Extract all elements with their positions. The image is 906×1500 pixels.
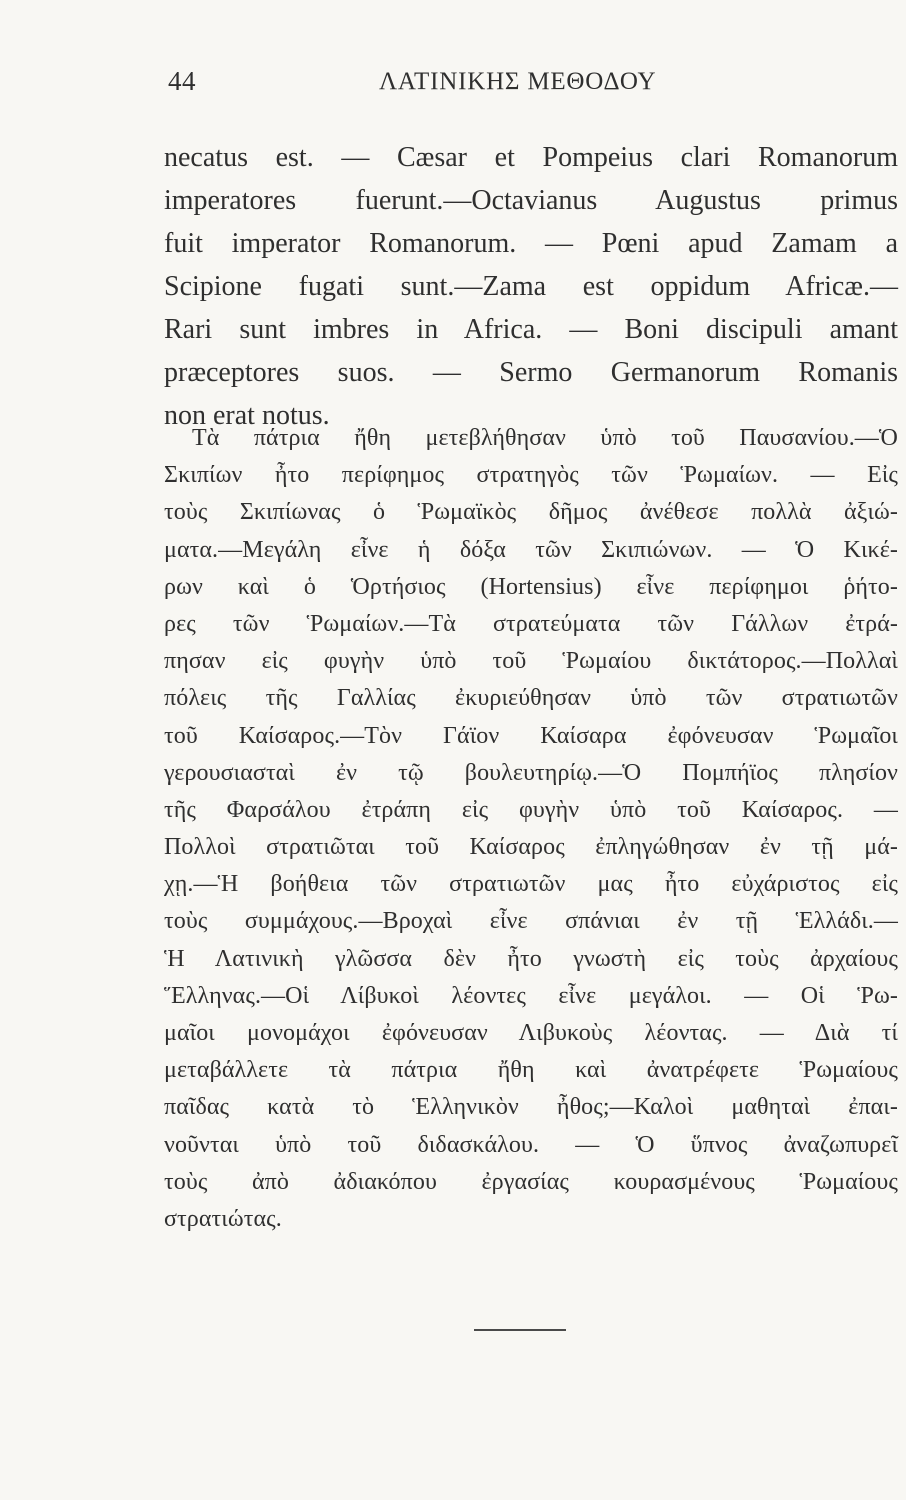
section-divider — [474, 1329, 566, 1331]
latin-line: non erat notus. — [164, 400, 330, 431]
greek-line: Ἡ Λατινικὴ γλῶσσα δὲν ἦτο γνωστὴ εἰς τοὺς ἀρχαίους — [164, 945, 898, 972]
greek-line: τοὺς ἀπὸ ἀδιακόπου ἐργασίας κουρασμένους Ῥωμαίους — [164, 1168, 898, 1195]
latin-line: Scipione fugati sunt.—Zama est oppidum Africæ.— — [164, 271, 898, 302]
greek-line: ρες τῶν Ῥωμαίων.—Τὰ στρατεύματα τῶν Γάλλων ἐτρά- — [164, 610, 898, 637]
greek-line: τοὺς συμμάχους.—Βροχαὶ εἶνε σπάνιαι ἐν τῇ Ἑλλάδι.— — [164, 908, 898, 935]
greek-line: μαῖοι μονομάχοι ἐφόνευσαν Λιβυκοὺς λέοντας. — Διὰ τί — [164, 1020, 898, 1046]
latin-line: imperatores fuerunt.—Octavianus Augustus primus — [164, 185, 898, 216]
greek-line: στρατιώτας. — [164, 1205, 282, 1232]
greek-line: πόλεις τῆς Γαλλίας ἐκυριεύθησαν ὑπὸ τῶν στρατιωτῶν — [164, 685, 898, 712]
running-title: ΛΑΤΙΝΙΚΗΣ ΜΕΘΟΔΟΥ — [379, 68, 657, 95]
greek-line: παῖδας κατὰ τὸ Ἑλληνικὸν ἦθος;—Καλοὶ μαθηταὶ ἐπαι- — [164, 1094, 898, 1121]
greek-line: τῆς Φαρσάλου ἐτράπη εἰς φυγὴν ὑπὸ τοῦ Καίσαρος. — — [164, 796, 898, 823]
greek-line: Τὰ πάτρια ἤθη μετεβλήθησαν ὑπὸ τοῦ Παυσανίου.—Ὁ — [192, 425, 898, 451]
latin-line: necatus est. — Cæsar et Pompeius clari Romanorum — [164, 142, 898, 173]
page-number: 44 — [168, 66, 196, 96]
greek-line: νοῦνται ὑπὸ τοῦ διδασκάλου. — Ὁ ὕπνος ἀναζωπυρεῖ — [164, 1131, 898, 1158]
greek-line: τοῦ Καίσαρος.—Τὸν Γάϊον Καίσαρα ἐφόνευσαν Ῥωμαῖοι — [164, 722, 898, 749]
greek-paragraph — [164, 420, 898, 1238]
greek-line: Ἕλληνας.—Οἱ Λίβυκοὶ λέοντες εἶνε μεγάλοι. — Οἱ Ῥω- — [164, 982, 898, 1009]
greek-line: μεταβάλλετε τὰ πάτρια ἤθη καὶ ἀνατρέφετε Ῥωμαίους — [164, 1057, 898, 1084]
latin-paragraph — [164, 136, 898, 437]
greek-line: Σκιπίων ἦτο περίφημος στρατηγὸς τῶν Ῥωμαίων. — Εἰς — [164, 462, 898, 489]
latin-line: fuit imperator Romanorum. — Pœni apud Zamam a — [164, 228, 898, 259]
greek-line: Πολλοὶ στρατιῶται τοῦ Καίσαρος ἐπληγώθησαν ἐν τῇ μά- — [164, 834, 898, 861]
greek-line: χῃ.—Ἡ βοήθεια τῶν στρατιωτῶν μας ἦτο εὐχάριστος εἰς — [164, 871, 898, 898]
greek-line: ματα.—Μεγάλη εἶνε ἡ δόξα τῶν Σκιπιώνων. — Ὁ Κικέ- — [164, 536, 898, 563]
greek-line: γερουσιασταὶ ἐν τῷ βουλευτηρίῳ.—Ὁ Πομπήϊος πλησίον — [164, 759, 898, 786]
page-header — [168, 66, 898, 106]
latin-line: præceptores suos. — Sermo Germanorum Romanis — [164, 357, 898, 388]
greek-line: πησαν εἰς φυγὴν ὑπὸ τοῦ Ῥωμαίου δικτάτορος.—Πολλαὶ — [164, 648, 898, 675]
greek-line: τοὺς Σκιπίωνας ὁ Ῥωμαϊκὸς δῆμος ἀνέθεσε πολλὰ ἀξιώ- — [164, 499, 898, 526]
latin-line: Rari sunt imbres in Africa. — Boni discipuli amant — [164, 314, 898, 345]
greek-line: ρων καὶ ὁ Ὁρτήσιος (Hortensius) εἶνε περίφημοι ῥήτο- — [164, 573, 898, 600]
